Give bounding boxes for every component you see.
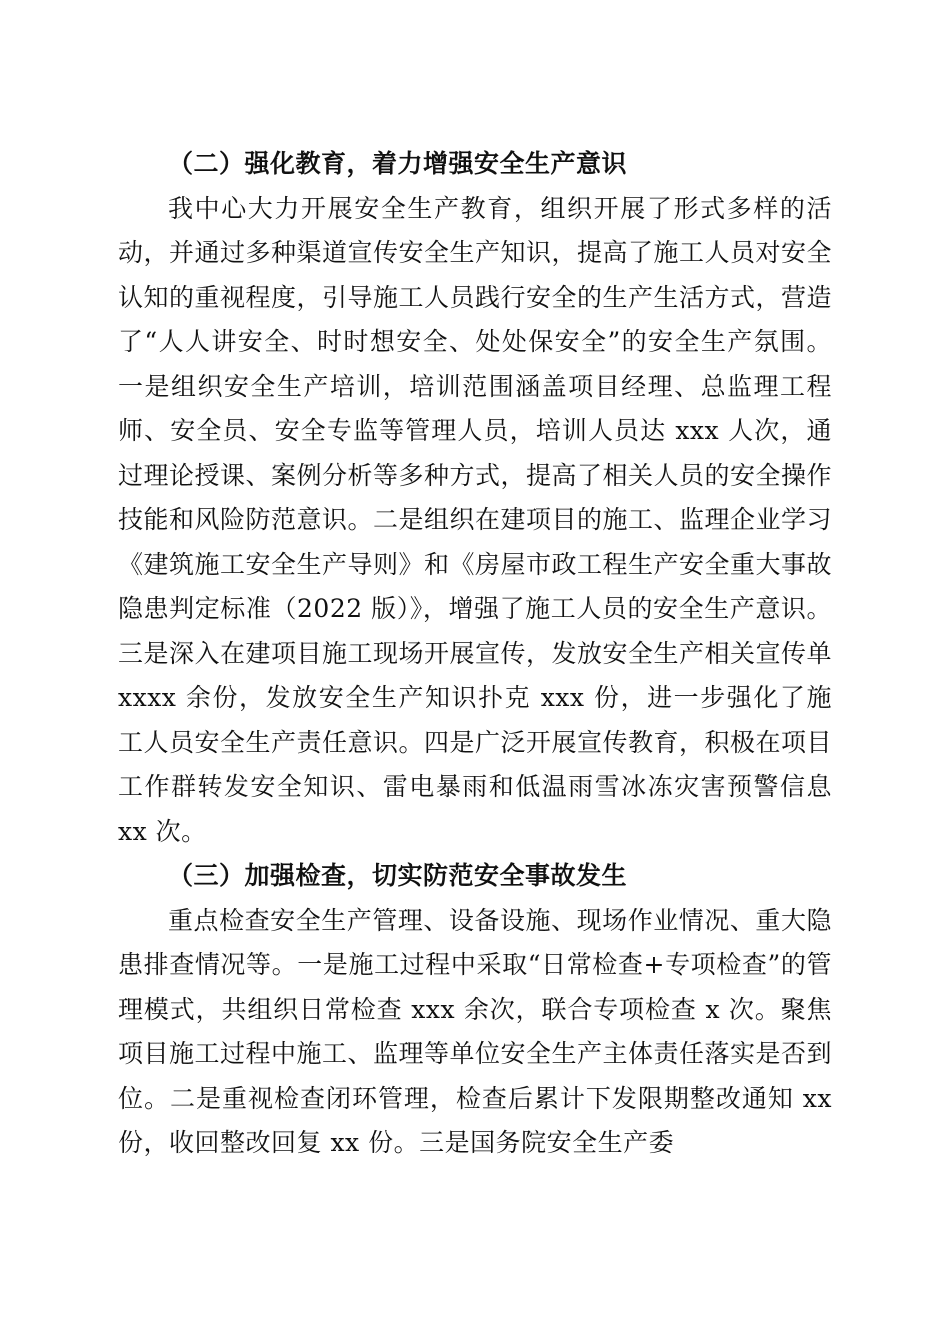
section-heading-inspection: （三）加强检查，切实防范安全事故发生 [168,861,628,890]
section-paragraph-inspection: 重点检查安全生产管理、设备设施、现场作业情况、重大隐患排查情况等。一是施工过程中采取“日常检查+专项检查”的管理模式，共组织日常检查 xxx 余次，联合专项检查 x 次。聚焦项目施工过程中施工、监理等单位安全生产主体责任落实是否到位。二是重视检查闭环管理，检查后累计下发限期整改通知 xx 份，收回整改回复 xx 份。三是国务院安全生产委 [118,905,833,1157]
document-body [118,142,832,1166]
section-heading-education: （二）强化教育，着力增强安全生产意识 [168,149,628,178]
section-paragraph-education: 我中心大力开展安全生产教育，组织开展了形式多样的活动，并通过多种渠道宣传安全生产知识，提高了施工人员对安全认知的重视程度，引导施工人员践行安全的生产生活方式，营造了“人人讲安全、时时想安全、处处保安全”的安全生产氛围。一是组织安全生产培训，培训范围涵盖项目经理、总监理工程师、安全员、安全专监等管理人员，培训人员达 xxx 人次，通过理论授课、案例分析等多种方式，提高了相关人员的安全操作技能和风险防范意识。二是组织在建项目的施工、监理企业学习《建筑施工安全生产导则》和《房屋市政工程生产安全重大事故隐患判定标准（2022 版）》，增强了施工人员的安全生产意识。三是深入在建项目施工现场开展宣传，发放安全生产相关宣传单 xxxx 余份，发放安全生产知识扑克 xxx 份，进一步强化了施工人员安全生产责任意识。四是广泛开展宣传教育，积极在项目工作群转发安全知识、雷电暴雨和低温雨雪冰冻灾害预警信息 xx 次。 [118,193,833,846]
